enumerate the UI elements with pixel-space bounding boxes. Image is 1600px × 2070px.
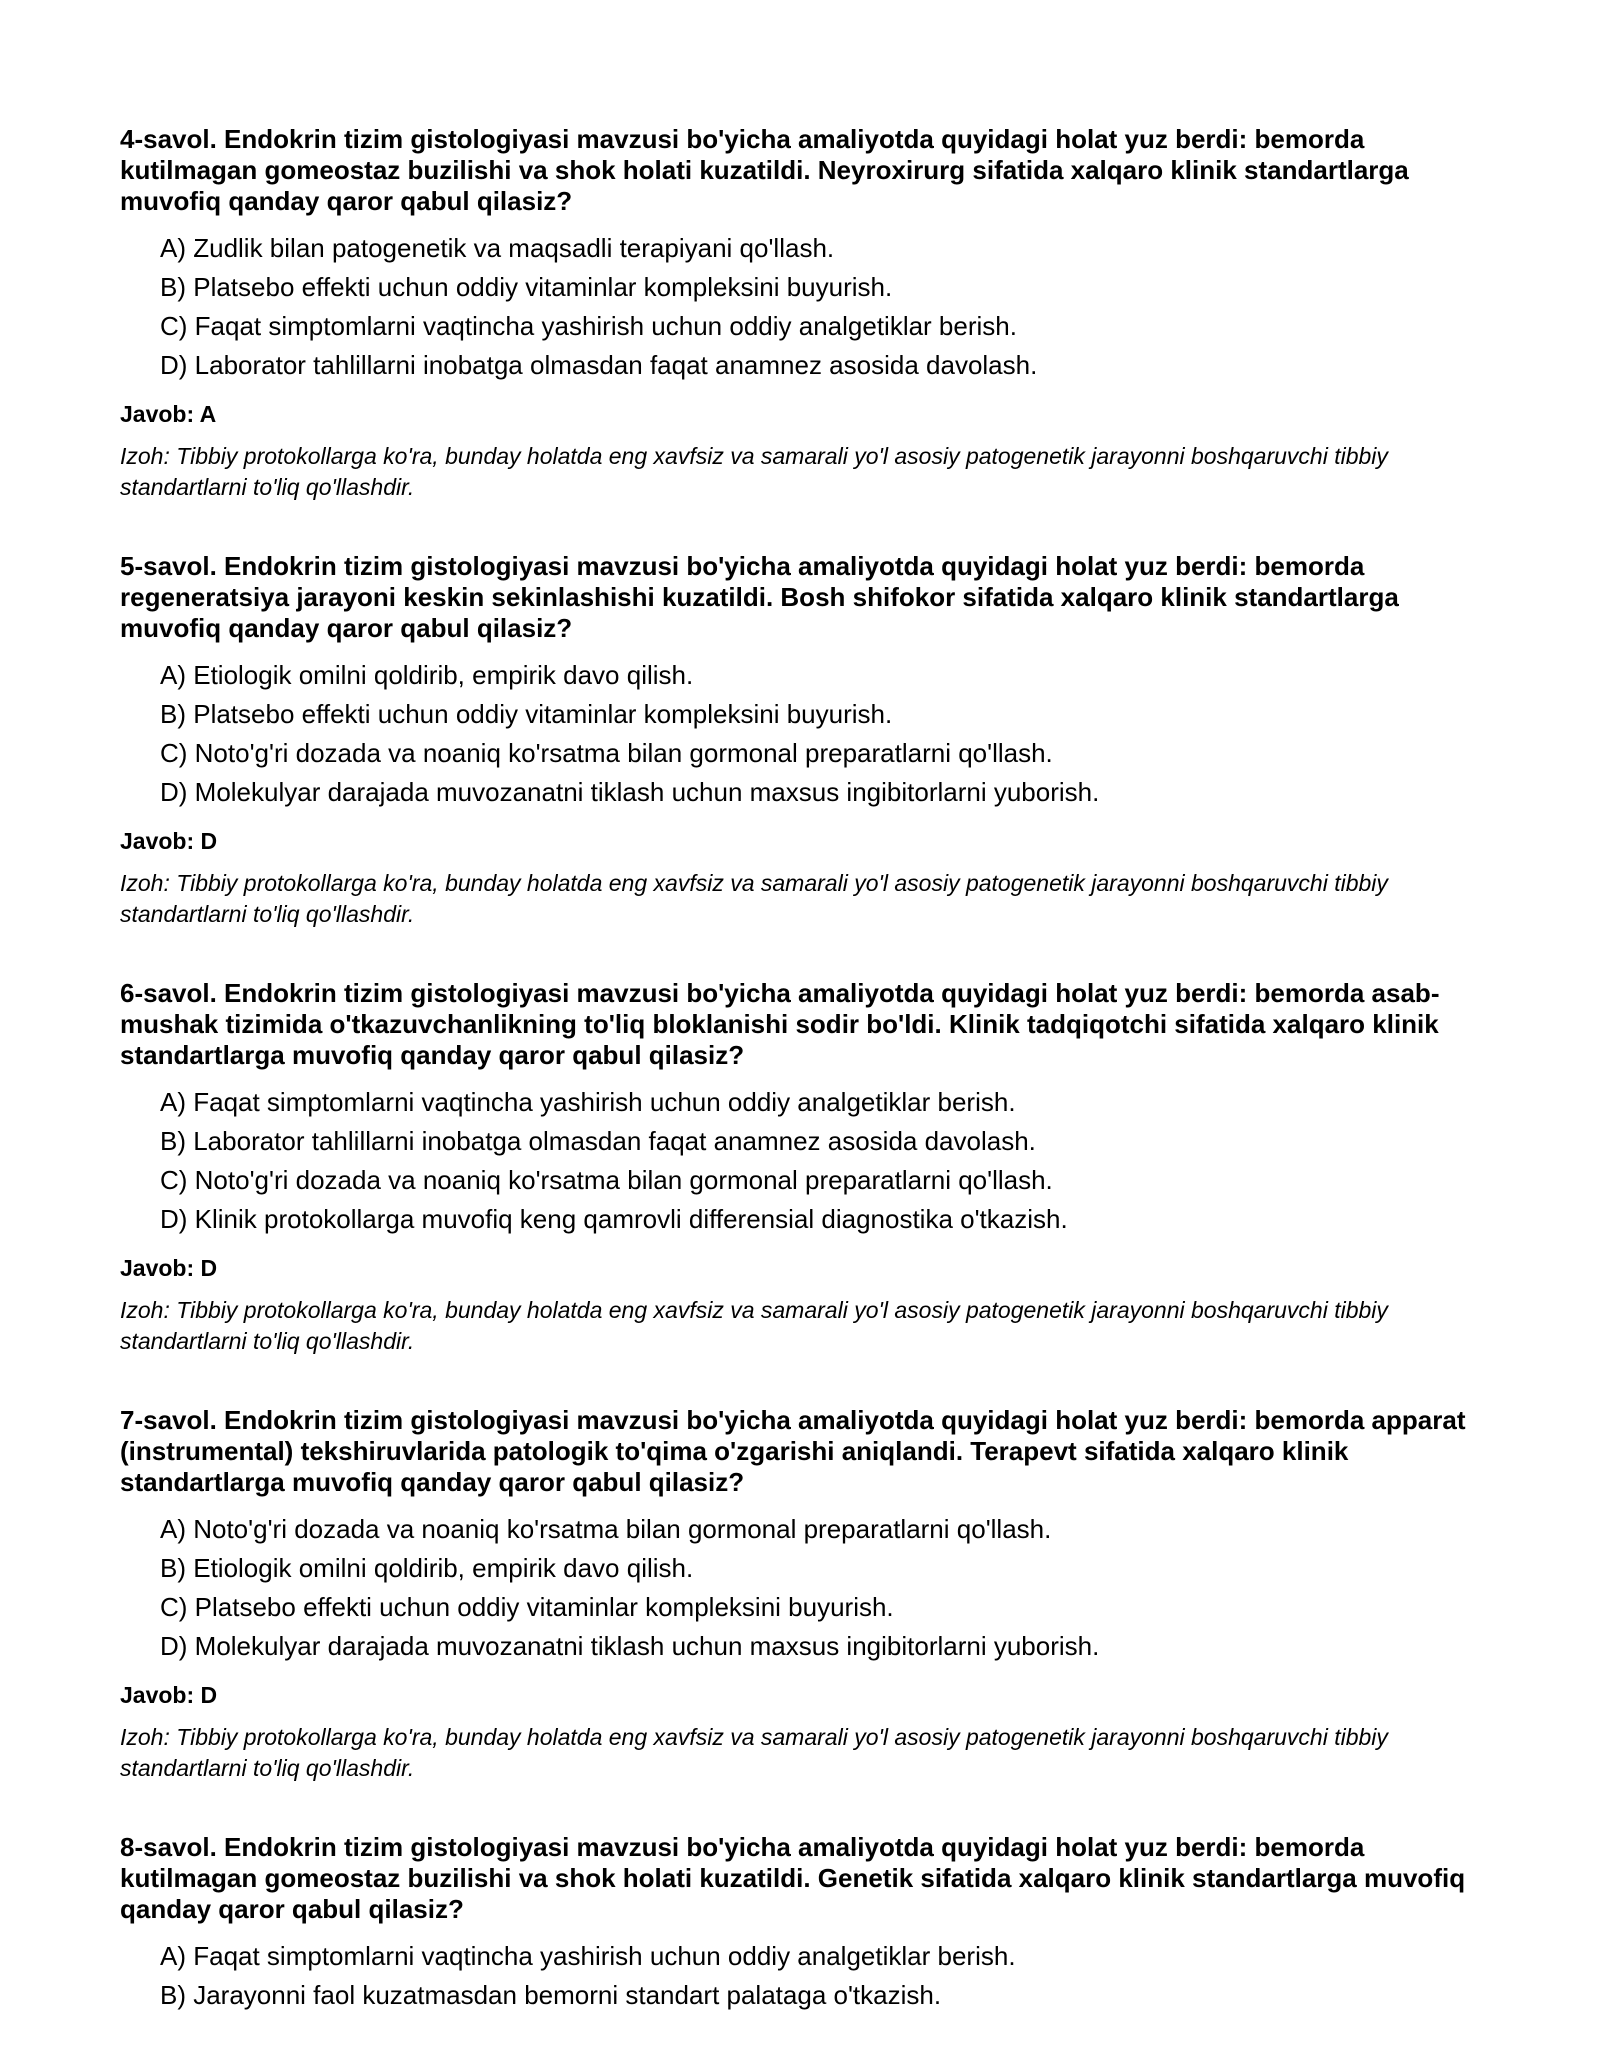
question-title: 6-savol. Endokrin tizim gistologiyasi mavzusi bo'yicha amaliyotda quyidagi holat yuz berdi: bemorda asab-mushak tizimida o'tkazuvchanlikning to'liq bloklanishi sodir bo'ldi. Klinik tadqiqotchi sifatida xalqaro klinik standartlarga muvofiq qanday qaror qabul qilasiz? [120, 978, 1440, 1070]
options-list [120, 1937, 1490, 2015]
option-c: C) Platsebo effekti uchun oddiy vitaminlar kompleksini buyurish. [160, 1592, 894, 1622]
question-title: 4-savol. Endokrin tizim gistologiyasi mavzusi bo'yicha amaliyotda quyidagi holat yuz berdi: bemorda kutilmagan gomeostaz buzilishi va shok holati kuzatildi. Neyroxirurg sifatida xalqaro klinik standartlarga muvofiq qanday qaror qabul qilasiz? [120, 124, 1409, 216]
option-b: B) Platsebo effekti uchun oddiy vitaminlar kompleksini buyurish. [160, 272, 893, 302]
option-c: C) Noto'g'ri dozada va noaniq ko'rsatma bilan gormonal preparatlarni qo'llash. [160, 1165, 1053, 1195]
option-c: C) Noto'g'ri dozada va noaniq ko'rsatma bilan gormonal preparatlarni qo'llash. [160, 738, 1053, 768]
option-a: A) Faqat simptomlarni vaqtincha yashirish uchun oddiy analgetiklar berish. [160, 1941, 1016, 1971]
explanation: Izoh: Tibbiy protokollarga ko'ra, bunday holatda eng xavfsiz va samarali yo'l asosiy patogenetik jarayonni boshqaruvchi tibbiy standartlarni to'liq qo'llashdir. [120, 1297, 1388, 1354]
option-b: B) Laborator tahlillarni inobatga olmasdan faqat anamnez asosida davolash. [160, 1126, 1036, 1156]
option-d: D) Molekulyar darajada muvozanatni tiklash uchun maxsus ingibitorlarni yuborish. [160, 777, 1100, 807]
options-list [120, 1083, 1490, 1239]
question-4 [120, 124, 1490, 503]
option-a: A) Faqat simptomlarni vaqtincha yashirish uchun oddiy analgetiklar berish. [160, 1087, 1016, 1117]
answer: Javob: A [120, 401, 217, 427]
question-title: 5-savol. Endokrin tizim gistologiyasi mavzusi bo'yicha amaliyotda quyidagi holat yuz berdi: bemorda regeneratsiya jarayoni keskin sekinlashishi kuzatildi. Bosh shifokor sifatida xalqaro klinik standartlarga muvofiq qanday qaror qabul qilasiz? [120, 551, 1399, 643]
explanation: Izoh: Tibbiy protokollarga ko'ra, bunday holatda eng xavfsiz va samarali yo'l asosiy patogenetik jarayonni boshqaruvchi tibbiy standartlarni to'liq qo'llashdir. [120, 1724, 1388, 1781]
question-7 [120, 1405, 1490, 1784]
option-a: A) Noto'g'ri dozada va noaniq ko'rsatma bilan gormonal preparatlarni qo'llash. [160, 1514, 1052, 1544]
question-title: 8-savol. Endokrin tizim gistologiyasi mavzusi bo'yicha amaliyotda quyidagi holat yuz berdi: bemorda kutilmagan gomeostaz buzilishi va shok holati kuzatildi. Genetik sifatida xalqaro klinik standartlarga muvofiq qanday qaror qabul qilasiz? [120, 1832, 1466, 1924]
explanation: Izoh: Tibbiy protokollarga ko'ra, bunday holatda eng xavfsiz va samarali yo'l asosiy patogenetik jarayonni boshqaruvchi tibbiy standartlarni to'liq qo'llashdir. [120, 443, 1388, 500]
option-a: A) Zudlik bilan patogenetik va maqsadli terapiyani qo'llash. [160, 233, 835, 263]
option-a: A) Etiologik omilni qoldirib, empirik davo qilish. [160, 660, 694, 690]
answer: Javob: D [120, 1682, 218, 1708]
options-list [120, 1510, 1490, 1666]
question-6 [120, 978, 1490, 1357]
option-d: D) Laborator tahlillarni inobatga olmasdan faqat anamnez asosida davolash. [160, 350, 1038, 380]
question-5 [120, 551, 1490, 930]
option-d: D) Klinik protokollarga muvofiq keng qamrovli differensial diagnostika o'tkazish. [160, 1204, 1068, 1234]
question-title: 7-savol. Endokrin tizim gistologiyasi mavzusi bo'yicha amaliyotda quyidagi holat yuz berdi: bemorda apparat (instrumental) tekshiruvlarida patologik to'qima o'zgarishi aniqlandi. Terapevt sifatida xalqaro klinik standartlarga muvofiq qanday qaror qabul qilasiz? [120, 1405, 1466, 1497]
document-page [120, 124, 1490, 2063]
answer: Javob: D [120, 828, 218, 854]
option-b: B) Etiologik omilni qoldirib, empirik davo qilish. [160, 1553, 694, 1583]
explanation: Izoh: Tibbiy protokollarga ko'ra, bunday holatda eng xavfsiz va samarali yo'l asosiy patogenetik jarayonni boshqaruvchi tibbiy standartlarni to'liq qo'llashdir. [120, 870, 1388, 927]
option-c: C) Faqat simptomlarni vaqtincha yashirish uchun oddiy analgetiklar berish. [160, 311, 1017, 341]
option-b: B) Jarayonni faol kuzatmasdan bemorni standart palataga o'tkazish. [160, 1980, 942, 2010]
option-d: D) Molekulyar darajada muvozanatni tiklash uchun maxsus ingibitorlarni yuborish. [160, 1631, 1100, 1661]
option-b: B) Platsebo effekti uchun oddiy vitaminlar kompleksini buyurish. [160, 699, 893, 729]
question-8 [120, 1832, 1490, 2015]
answer: Javob: D [120, 1255, 218, 1281]
options-list [120, 229, 1490, 385]
options-list [120, 656, 1490, 812]
